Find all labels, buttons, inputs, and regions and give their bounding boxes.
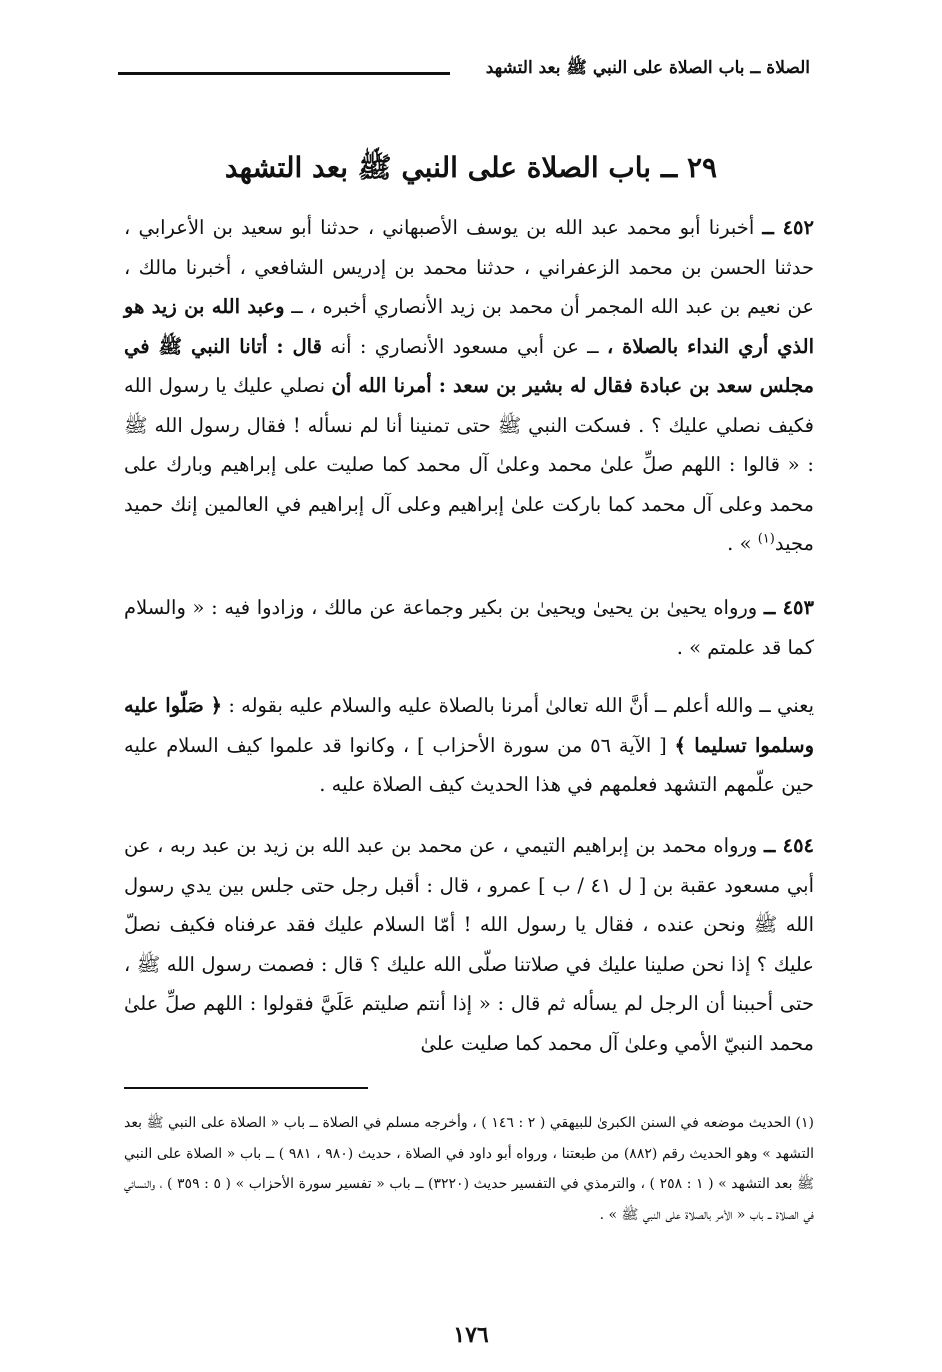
- hadith-text: ــ عن أبي مسعود الأنصاري : أنه: [330, 334, 599, 358]
- hadith-454: [124, 826, 814, 1063]
- chapter-title: ٢٩ ــ باب الصلاة على النبي ﷺ بعد التشهد: [224, 151, 718, 184]
- hadith-text-end: » .: [727, 532, 758, 555]
- running-header: الصلاة ــ باب الصلاة على النبي ﷺ بعد التشهد: [485, 58, 810, 78]
- hadith-text: نصلي عليك يا رسول الله فكيف نصلي عليك ؟ . فسكت النبي ﷺ حتى تمنينا أنا لم نسأله ! فقال رسول الله ﷺ : « قالوا : اللهم صلِّ علىٰ محمد وعلىٰ آل محمد كما صليت على إبراهيم وبارك على محمد وعلى آل محمد كما باركت علىٰ إبراهيم وعلى آل إبراهيم في العالمين إنك حميد مجيد: [124, 374, 814, 555]
- quran-verse: ﴿ صَلّوا عليه وسلموا تسليما ﴾: [124, 694, 814, 757]
- hadith-452-paragraph: [124, 208, 814, 564]
- footnote: [124, 1108, 814, 1230]
- hadith-452: [124, 208, 814, 564]
- hadith-text: أخبرنا أبو محمد عبد الله بن يوسف الأصبهاني ، حدثنا أبو سعيد بن الأعرابي ، حدثنا الحسن بن محمد الزعفراني ، حدثنا محمد بن إدريس الشافعي ، أخبرنا مالك ، عن نعيم بن عبد الله المجمر أن محمد بن زيد الأنصاري أخبره ، ــ: [124, 216, 815, 318]
- commentary: [124, 686, 814, 805]
- hadith-number: ٤٥٢ ــ: [762, 216, 814, 239]
- header-rule: [118, 72, 450, 75]
- hadith-454-paragraph: [124, 826, 814, 1063]
- hadith-bold-text: وعبد الله بن زيد هو الذي أري النداء بالصلاة ،: [124, 295, 815, 358]
- hadith-453-paragraph: [124, 588, 814, 667]
- page-number: ١٧٦: [453, 1322, 489, 1348]
- footnote-text: (١) الحديث موضعه في السنن الكبرىٰ للبيهقي ( ٢ : ١٤٦ ) ، وأخرجه مسلم في الصلاة ــ باب « الصلاة على النبي ﷺ بعد التشهد » وهو الحديث رقم (٨٨٢) من طبعتنا ، ورواه أبو داود في الصلاة ، حديث (٩٨٠ ، ٩٨١ ) ــ باب « الصلاة على النبي ﷺ بعد التشهد » ( ١ : ٢٥٨ ) ، والترمذي في التفسير حديث (٣٢٢٠) ــ باب « تفسير سورة الأحزاب » ( ٥ : ٣٥٩ ) ، والنسائي في الصلاة ــ باب « الأمر بالصلاة على النبي ﷺ » .: [124, 1115, 815, 1223]
- commentary-text: [ الآية ٥٦ من سورة الأحزاب ] ، وكانوا قد علموا كيف السلام عليه حين علّمهم التشهد فعلمهم في هذا الحديث كيف الصلاة عليه .: [124, 733, 814, 796]
- commentary-paragraph: [124, 686, 814, 805]
- footnote-rule: [124, 1087, 368, 1089]
- hadith-number: ٤٥٣ ــ: [763, 596, 814, 619]
- footnote-reference[interactable]: (١): [757, 531, 775, 547]
- hadith-bold-text: قال : أتانا النبي ﷺ في مجلس سعد بن عبادة فقال له بشير بن سعد : أمرنا الله أن: [124, 334, 814, 397]
- hadith-453: [124, 588, 814, 667]
- hadith-text: ورواه محمد بن إبراهيم التيمي ، عن محمد بن عبد الله بن زيد بن عبد ربه ، عن أبي مسعود عقبة بن [ ل ٤١ / ب ] عمرو ، قال : أقبل رجل حتى جلس بين يدي رسول الله ﷺ ونحن عنده ، فقال يا رسول الله ! أمّا السلام عليك فقد عرفناه فكيف نصلّ عليك ؟ إذا نحن صلينا عليك في صلاتنا صلّى الله عليك ؟ قال : فصمت رسول الله ﷺ ، حتى أحببنا أن الرجل لم يسأله ثم قال : « إذا أنتم صليتم عَلَيَّ فقولوا : اللهم صلِّ علىٰ محمد النبيّ الأمي وعلىٰ آل محمد كما صليت علىٰ: [124, 834, 814, 1055]
- hadith-text: ورواه يحيىٰ بن يحيىٰ ويحيىٰ بن بكير وجماعة عن مالك ، وزادوا فيه : « والسلام كما قد علمتم » .: [124, 596, 814, 659]
- commentary-text: يعني ــ والله أعلم ــ أنَّ الله تعالىٰ أمرنا بالصلاة عليه والسلام عليه بقوله :: [228, 694, 814, 717]
- hadith-number: ٤٥٤ ــ: [763, 834, 815, 857]
